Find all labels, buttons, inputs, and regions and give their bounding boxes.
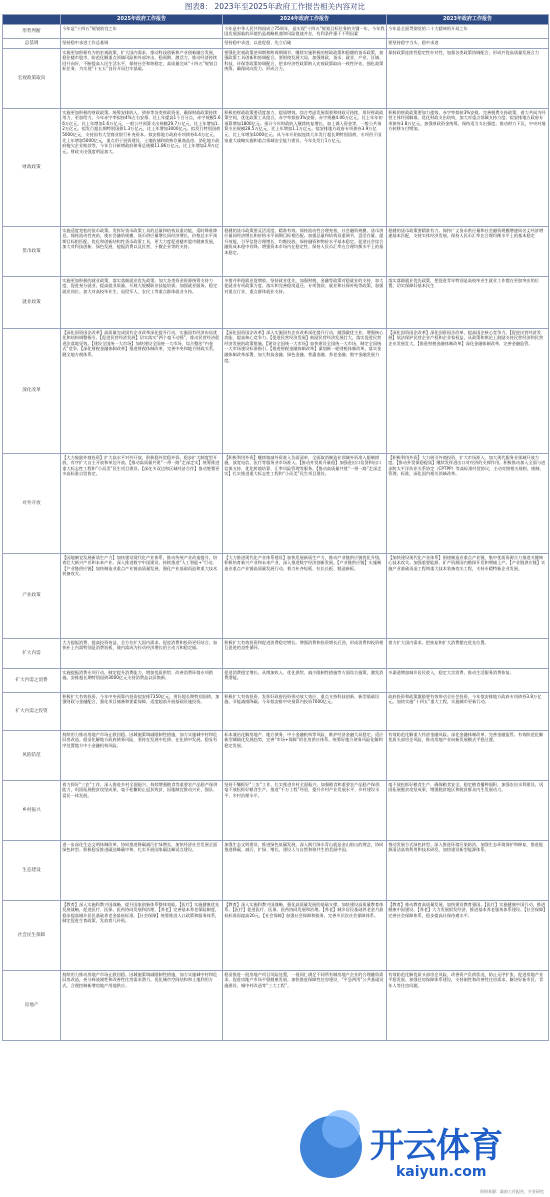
header-2025: 2025年政府工作报告 (61, 15, 223, 25)
cell-y2024: 多措并举稳就业促增收。坚持就业优先，加强财税、金融等政策对稳就业的支持，加大促就业专项政策力度。落实和完善稳岗返还、专项贷款、就业和社保补贴等政策，加强对重点行业、重点群体就业支持。 (223, 277, 387, 329)
cell-y2024: 【教育】深入实施科教兴国战略，强化高质量发展的基础支撑，加快建设高质量教育体系。【医疗】促进医疗、医保、医药协同发展和治理。【养老】城乡居民基础养老金月最低标准再提高20元。【社会保障】加强社会保障和服务，完善多层次社会保障体系。 (223, 901, 387, 971)
cell-y2024: 【大力推进现代化产业体系建设】加快发展新质生产力，推动产业链供应链优化升级，积极培育新兴产业和未来产业，深入推进数字经济创新发展。【产业链供应链】实施制造业重点产业链高质量发展行动，着力补齐短板、拉长长板、锻造新板。 (223, 554, 387, 639)
header-2023: 2023年政府工作报告 (387, 15, 549, 25)
cell-y2025: 实施适度宽松的货币政策。发挥好货币政策工具的总量和结构双重功能，适时降准降息，保持流动性充裕，使社会融资规模、货币供应量增长同经济增长、价格总水平预期目标相匹配。优化和创新结构性货币政策工具，更大力度促进楼市股市健康发展，加大对科技创新、绿色发展、提振消费以及民营、小微企业等的支持。 (61, 227, 223, 277)
cell-y2023: 推动发展方式绿色转型。深入推进环境污染防治，加强生态环境保护和修复，推进能源清洁高效利用和技术研发，加快建设新型能源体系。 (387, 841, 549, 901)
cell-y2023: 多渠道增加城乡居民收入，稳定大宗消费，推动生活服务消费恢复。 (387, 669, 549, 693)
cell-y2024: 加强生态文明建设，推进绿色低碳发展。深入践行绿水青山就是金山银山的理念，协同推进降碳、减污、扩绿、增长，建设人与自然和谐共生的美丽中国。 (223, 841, 387, 901)
cell-y2023: 要坚持稳字当头、稳中求进 (387, 39, 549, 49)
watermark (300, 1110, 550, 1190)
table-row (3, 329, 549, 454)
cell-y2025: 实施提振消费专项行动，制定提升消费能力、增加优质供给、改善消费环境专项措施。安排超长期特别国债3000亿元支持消费品以旧换新。 (61, 669, 223, 693)
row-category: 宏观政策取向 (3, 49, 61, 109)
table-row (3, 554, 549, 639)
table-row (3, 731, 549, 781)
cell-y2025: 【大力鼓励外商投资】扩大高水平对外开放，积极稳外贸稳外资。稳步扩大制度型开放，有序扩大自主开放和单边开放。【推动高质量共建“一带一路”走深走实】统筹推进重大标志性工程和“小而美”民生项目建设。【深化多双边和区域经济合作】推动签署更多高标准自贸协定。 (61, 454, 223, 554)
cell-y2023: 有效防范化解重大经济金融风险。深化金融体制改革，完善金融监管。有效防范化解优质头部房企风险，推动房地产业向新发展模式平稳过渡。 (387, 731, 549, 781)
figure-caption: 图表8： 2023年至2025年政府工作报告相关内容对比 (184, 2, 366, 11)
cell-y2023: 着力扩大国内需求。把恢复和扩大消费摆在优先位置。 (387, 639, 549, 669)
row-category: 风险防范 (3, 731, 61, 781)
cell-y2025: 【深化国资国企改革】高质量完成国有企业改革深化提升行动，实施国有经济布局优化和结构调整指引。【促进民营经济发展】切实落实“两个毫不动摇”，推动民营经济促进法落地见效。【建设全国统一大市场】加快建设全国统一大市场，综合整治“内卷式”竞争。【深化财税金融体制改革】推进财税体制改革，完善中央和地方财政关系，健全地方税体系。 (61, 329, 223, 454)
table-row (3, 669, 549, 693)
header-category (3, 15, 61, 25)
cell-y2024: 标本兼治化解房地产、地方债务、中小金融机构等风险，维护经济金融大局稳定。适应新型城镇化发展趋势，完善“市场+保障”的住房供应体系。统筹好地方债务风险化解和稳定发展。 (223, 731, 387, 781)
cell-y2025: 进一步深化生态文明体制改革，协同推进降碳减污扩绿增长，加快经济社会发展全面绿色转型。积极稳妥推进碳达峰碳中和，扎实开展国家碳达峰试点建设。 (61, 841, 223, 901)
table-row (3, 693, 549, 731)
cell-y2023: 积极的财政政策要加力提效。赤字率拟按3%安排。完善税费支持政策，着力共同为经营主体纾困解难。优化财政支出结构，加大对重点领域支持力度。拟安排地方政府专项债券3.8万亿元。加强财政资金统筹，保持适当支出强度。推动财力下沉，中央对地方转移支付增加。 (387, 109, 549, 227)
row-category: 对外开放 (3, 454, 61, 554)
cell-y2024: 稳健的货币政策要灵活适度、精准有效。保持流动性合理充裕，社会融资规模、货币供应量同经济增长和价格水平预期目标相匹配。加强总量和结构双重调节，盘活存量、提升效能，引导信贷合理增长、均衡投放，保持融资和物价水平基本稳定。促进社会综合融资成本稳中有降。增强资本市场内在稳定性。保持人民币汇率在合理均衡水平上的基本稳定。 (223, 227, 387, 277)
cell-y2023: 【教育】推动教育高质量发展，加快建设教育强国。【医疗】实施健康中国行动，推进健康中国建设。【养老】大力发展银发经济，推进基本养老服务体系建设。【社会保障】完善社会保障体系，稳步提高社保待遇水平。 (387, 901, 549, 971)
table-row (3, 901, 549, 971)
cell-y2025: 坚持稳中求进工作总基调 (61, 39, 223, 49)
row-category: 财政政策 (3, 109, 61, 227)
cell-y2024: 积极扩大有效投资和促进消费稳定增长。增强消费和投资增长后劲，形成消费和投资相互促进的良性循环。 (223, 639, 387, 669)
table-row (3, 639, 549, 669)
watermark-logo-circle-small (322, 1110, 360, 1148)
cell-y2025: 持续用力推动房地产市场止跌回稳。因城施策调减限制性措施，加力实施城中村和危旧房改造。稳妥化解地方政府债务风险，坚持在发展中化债、在化债中发展。稳妥有序处置地方中小金融机构风险。 (61, 731, 223, 781)
row-category: 生态建设 (3, 841, 61, 901)
cell-y2025: 实施更加积极的就业政策，落实落细就业优先政策，加大各类资金资源统筹支持力度，促进充分就业、提高就业质量。开展大规模职业技能培训。加强就业服务，稳定就业岗位。加大对高校毕业生、退役军人、农民工等重点群体就业支持。 (61, 277, 223, 329)
comparison-table (2, 14, 549, 1041)
row-category: 货币政策 (3, 227, 61, 277)
watermark-text: 开云体育 (370, 1126, 502, 1166)
row-category: 产业政策 (3, 554, 61, 639)
source-note: 资料来源：政府工作报告，兴业研究 (480, 1189, 544, 1194)
row-category: 扩大内需之消费 (3, 669, 61, 693)
table-row (3, 277, 549, 329)
cell-y2024: 坚持稳中求进、以进促稳、先立后破 (223, 39, 387, 49)
cell-y2023: 政府投资和政策激励要有效带动全社会投资，今年拟安排地方政府专项债券3.8万亿元。加快实施“十四五”重大工程，实施城市更新行动。 (387, 693, 549, 731)
cell-y2024: 稳妥推进一批房地产项目风险处置，一视同仁满足不同所有制房地产企业的合理融资需求，促进房地产市场平稳健康发展。加快推进保障性住房建设、“平急两用”公共基础设施建设、城中村改造等“三大工程”。 (223, 971, 387, 1041)
cell-y2023: 【积极利用外资】大力吸引外商投资，扩大市场准入，加大现代服务业领域开放力度。【推动外贸保稳提质】继续发挥进出口对经济的支撑作用。积极推动加入全面与进步跨太平洋伙伴关系协定（CPTPP）等高标准经贸协议，主动对照相关规则、规制、管理、标准，深化国内相关领域改革。 (387, 454, 549, 554)
cell-y2023: 毫不放松抓好粮食生产，确保粮食安全。稳定粮食播种面积，加强农田水利建设。巩固拓展脱贫攻坚成果，增强脱贫地区和脱贫群众内生发展动力。 (387, 781, 549, 841)
cell-y2023: 有效防范化解优质头部房企风险，改善资产负债状况，防止无序扩张，促进房地产业平稳发展。加强住房保障体系建设，支持刚性和改善性住房需求，解决好新市民、青年人等住房问题。 (387, 971, 549, 1041)
cell-y2025: 实施更加积极有为的宏观政策，扩大国内需求，推动科技创新和产业创新融合发展，稳住楼市股市，防范化解重点领域风险和外部冲击，稳预期、激活力，推动经济持续回升向好，不断提高人民生活水平，保持社会和谐稳定，高质量完成“十四五”规划目标任务，为实现“十五五”良好开局打牢基础。 (61, 49, 223, 109)
row-category: 房地产 (3, 971, 61, 1041)
table-row (3, 841, 549, 901)
cell-y2025: 今年是“十四五”规划收官之年 (61, 25, 223, 39)
cell-y2023: 落实落细就业优先政策，把促进青年特别是高校毕业生就业工作摆在更加突出的位置，切实保障好基本民生 (387, 277, 549, 329)
cell-y2025: 实施更加积极的财政政策。统筹安排收入、债券等各类财政资金，确保财政政策持续用力、更加给力。今年赤字率拟按4%左右安排、比上年提高1个百分点，赤字规模5.66万亿元、比上年增加1.6万亿元，一般公共预算支出规模29.7万亿元、比上年增加1.2万亿元。拟发行超长期特别国债1.3万亿元，比上年增加3000亿元。拟发行特别国债5000亿元，支持国有大型商业银行补充资本。拟安排地方政府专项债券4.4万亿元、比上年增加5000亿元，重点用于投资建设、土地收储和收购存量商品房、消化地方政府拖欠企业账款等。今年合计新增政府债务总规模11.86万亿元，比上年增加2.9万亿元。财政支出强度明显加大。 (61, 109, 223, 227)
row-category: 形势判断 (3, 25, 61, 39)
row-category: 乡村振兴 (3, 781, 61, 841)
table-row (3, 109, 549, 227)
cell-y2025: 持续用力推动房地产市场止跌回稳。因城施策调减限制性措施，加力实施城中村和危旧房改造，充分释放刚性和改善性住房需求潜力。优化城市空间结构和土地利用方式，合理控制新增房地产用地供应。 (61, 971, 223, 1041)
row-category: 扩大内需 (3, 639, 61, 669)
watermark-subtext: kaiyun.com (396, 1164, 487, 1180)
cell-y2025: 大力提振消费、提高投资效益，全方位扩大国内需求。促进消费和投资更好结合，加快补上内需特别是消费短板，使内需成为拉动经济增长的主动力和稳定锚。 (61, 639, 223, 669)
table-row (3, 971, 549, 1041)
cell-y2025: 着力抓好“三农”工作，深入推进乡村全面振兴。持续增强粮食等重要农产品稳产保供能力，巩固拓展脱贫攻坚成果，毫不松懈防止返贫致贫，因地制宜推动兴业、强县、富民一体发展。 (61, 781, 223, 841)
row-category: 深化改革 (3, 329, 61, 454)
table-row (3, 49, 549, 109)
row-category: 社会民生保障 (3, 901, 61, 971)
cell-y2025: 【因地制宜发展新质生产力】加快建设现代化产业体系，推动传统产业改造提升，培育壮大新兴产业和未来产业。深入推进数字中国建设，持续推进“人工智能+”行动。【产业链供应链】加快制造业重点产业链高质量发展，强化产业基础再造和重大技术装备攻关。 (61, 554, 223, 639)
cell-y2024: 积极扩大有效投资。发挥好政府投资带动放大效应，重点支持科技创新、新型基础设施、节能减排降碳。今年拟安排中央预算内投资7000亿元。 (223, 693, 387, 731)
cell-y2024: 【积极利用外资】继续缩减外资准入负面清单，全面取消制造业领域外资准入限制措施，放宽电信、医疗等服务业市场准入。【推动外贸质升量稳】加强进出口信贷和出口信保支持，优化跨境结算、汇率风险管理等服务。【推动高质量共建“一带一路”走深走实】扎实推进重大标志性工程和“小而美”民生项目建设。 (223, 454, 387, 554)
cell-y2024: 【深化国资国企改革】深入实施国有企业改革深化提升行动，做强做优主业，增强核心功能、提高核心竞争力。【促进民营经济发展】鼓励民营经济发展壮大，落实促进民营经济发展的政策措施。【建设全国统一大市场】加快建设全国统一大市场，制定全国统一大市场建设标准指引。【推进财税金融体制改革】谋划新一轮财税体制改革，落实金融体制改革部署，加大科技金融、绿色金融、普惠金融、养老金融、数字金融发展力度。 (223, 329, 387, 454)
table-row (3, 781, 549, 841)
table-row (3, 25, 549, 39)
table-row (3, 454, 549, 554)
row-category: 扩大内需之投资 (3, 693, 61, 731)
cell-y2023: 保持政策连续性稳定性针对性，加强各类政策协调配合，形成共促高质量发展合力 (387, 49, 549, 109)
cell-y2023: 【加快建设现代化产业体系】围绕制造业重点产业链，集中优质资源合力推进关键核心技术攻关。加强重要能源、矿产资源国内勘探开发和增储上产。【产业链供应链】实施产业基础再造工程和重大技术装备攻关工程，支持专精特新企业发展。 (387, 554, 549, 639)
row-category: 就业政策 (3, 277, 61, 329)
table-body (3, 25, 549, 1041)
header-2024: 2024年政府工作报告 (223, 15, 387, 25)
cell-y2023: 【深化国资国企改革】深化国资国企改革，提高国企核心竞争力。【促进民营经济发展】依法保护民营企业产权和企业家权益，从政策和舆论上鼓励支持民营经济和民营企业发展壮大。【推进财税金融体制改革】深化金融体制改革，完善金融监管。 (387, 329, 549, 454)
cell-y2025: 【教育】深入实施科教兴国战略，提升国家创新体系整体效能。【医疗】实施健康优先发展战略，促进医疗、医保、医药协同发展和治理。【养老】完善基本养老保险制度，稳步提高城乡居民基础养老金最低标准。【社会保障】统筹推进人口政策和服务体系，制定促进生育政策，发放育儿补贴。 (61, 901, 223, 971)
cell-y2024: 坚持不懈抓好“三农”工作，扎实推进乡村全面振兴。加强粮食和重要农产品稳产保供，毫不放松抓好粮食生产，推进“千万工程”经验，提升乡村产业发展水平、乡村建设水平、乡村治理水平。 (223, 781, 387, 841)
table-row (3, 39, 549, 49)
cell-y2024: 今年是中华人民共和国成立75周年，是实现“十四五”规划目标任务的关键一年。今年我国发展面临的环境仍是战略机遇和风险挑战并存，有利条件强于不利因素 (223, 25, 387, 39)
cell-y2024: 促进消费稳定增长。从增加收入、优化供给、减少限制性措施等方面综合施策，激发消费潜能。 (223, 669, 387, 693)
cell-y2023: 今年是全面贯彻党的二十大精神的开局之年 (387, 25, 549, 39)
cell-y2023: 稳健的货币政策要精准有力。保持广义货币供应量和社会融资规模增速同名义经济增速基本匹配，支持实体经济发展。保持人民币汇率在合理均衡水平上的基本稳定 (387, 227, 549, 277)
cell-y2025: 积极扩大有效投资。今年中央预算内投资拟安排7350亿元。用好超长期特别国债，加强财政与金融配合，强化项目储备和要素保障，适度超前开展基础设施投资。 (61, 693, 223, 731)
cell-y2024: 积极的财政政策要适度加力、提质增效。综合考虑发展需要和财政可持续，用好财政政策空间，优化政策工具组合。赤字率拟按3%安排，赤字规模4.06万亿元，比上年年初预算增加1800亿元。预计今年财政收入继续恢复增长，加上调入资金等，一般公共预算支出规模28.5万亿元、比上年增加1.1万亿元。拟安排地方政府专项债券3.9万亿元、比上年增加1000亿元。从今年开始拟连续几年发行超长期特别国债，专项用于国家重大战略实施和重点领域安全能力建设，今年先发行1万亿元。 (223, 109, 387, 227)
row-category: 总基调 (3, 39, 61, 49)
cell-y2024: 要强化宏观政策逆周期和跨周期调节，继续实施积极的财政政策和稳健的货币政策，加强政策工具创新和协调配合。要围绕发展大局，加强财政、货币、就业、产业、区域、科技、环保等政策协调配合，把非经济性政策纳入宏观政策取向一致性评估，强化政策统筹，确保同向发力、形成合力。 (223, 49, 387, 109)
header-row (3, 15, 549, 25)
table-row (3, 227, 549, 277)
